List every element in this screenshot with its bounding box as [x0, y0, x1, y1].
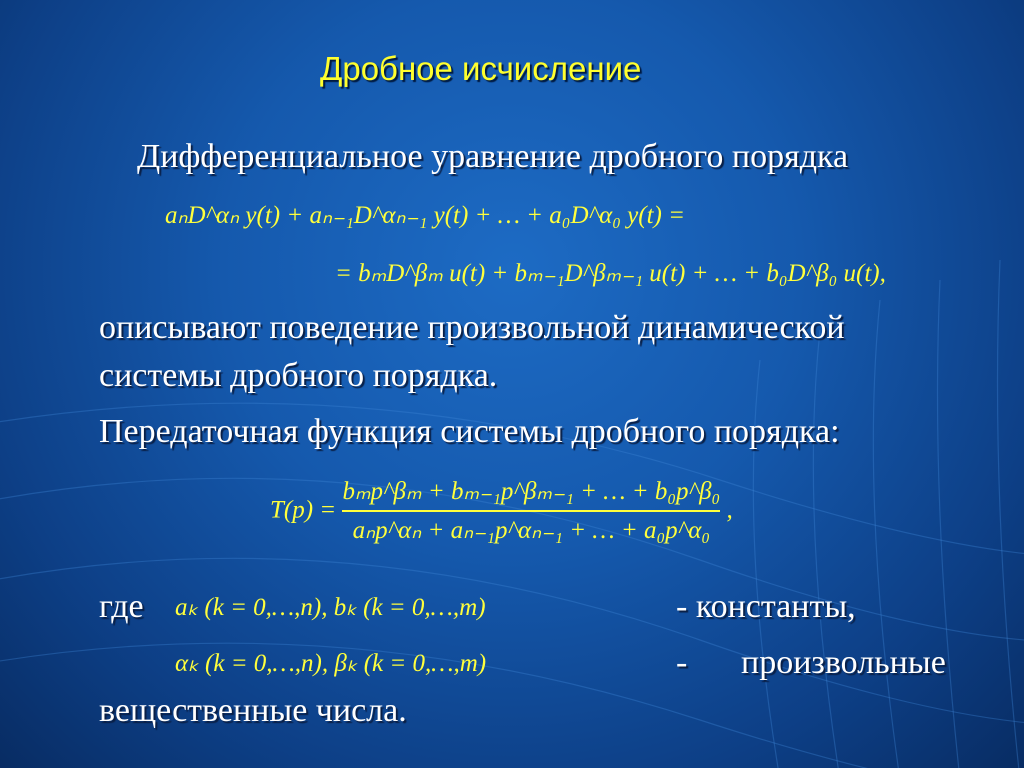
condition-2-description: произвольные	[741, 644, 946, 681]
where-label: где	[99, 588, 144, 625]
transfer-numerator: bₘp^βₘ + bₘ₋₁p^βₘ₋₁ + … + b₀p^β₀	[342, 478, 721, 505]
final-line: вещественные числа.	[99, 692, 407, 729]
fraction-bar	[342, 510, 720, 512]
transfer-fraction	[342, 476, 720, 545]
paragraph-line-1: описывают поведение произвольной динамической	[99, 309, 845, 346]
equation-line-1-text: aₙD^αₙ y(t) + aₙ₋₁D^αₙ₋₁ y(t) + … + a₀D^α₀ y(t) =	[165, 202, 685, 229]
transfer-function	[270, 476, 733, 545]
transfer-lhs: T(p) =	[270, 496, 337, 524]
transfer-denominator: aₙp^αₙ + aₙ₋₁p^αₙ₋₁ + … + a₀p^α₀	[352, 517, 711, 544]
transfer-tail: ,	[726, 496, 733, 524]
transfer-heading: Передаточная функция системы дробного порядка:	[99, 413, 840, 450]
condition-1: aₖ (k = 0,…,n), bₖ (k = 0,…,m)	[175, 594, 486, 621]
paragraph-line-2: системы дробного порядка.	[99, 357, 498, 394]
equation-line-1	[165, 200, 685, 230]
equation-line-2	[335, 258, 886, 288]
slide-title: Дробное исчисление	[320, 50, 642, 87]
condition-1-description: - константы,	[676, 588, 856, 625]
subtitle: Дифференциальное уравнение дробного порядка	[137, 138, 849, 175]
equation-line-2-text: = bₘD^βₘ u(t) + bₘ₋₁D^βₘ₋₁ u(t) + … + b₀D^β₀ u(t),	[335, 260, 886, 287]
condition-2-dash: -	[676, 644, 688, 681]
condition-2: αₖ (k = 0,…,n), βₖ (k = 0,…,m)	[175, 650, 487, 677]
